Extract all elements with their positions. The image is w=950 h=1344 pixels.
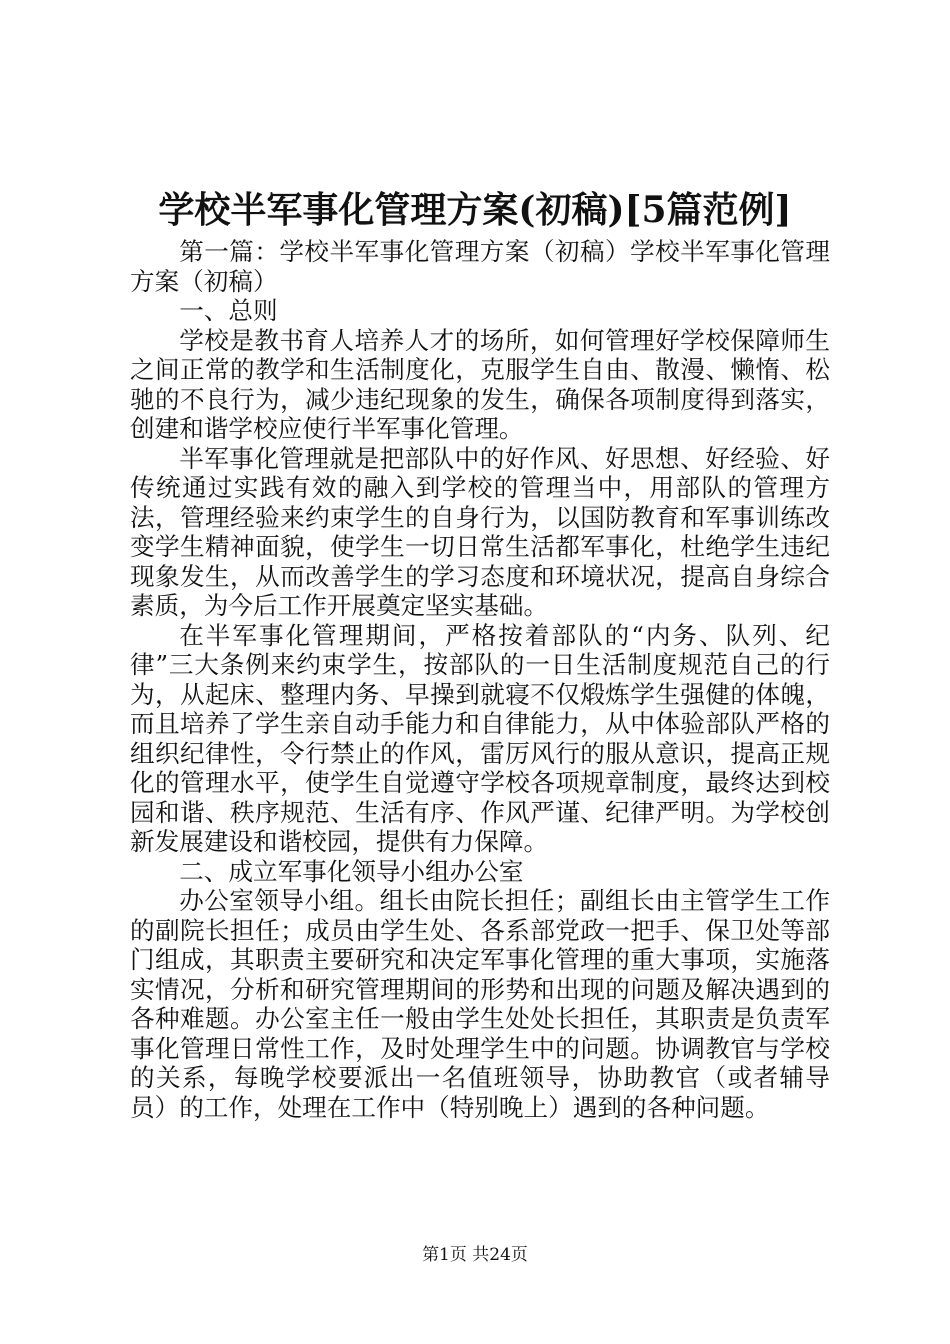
- paragraph: 半军事化管理就是把部队中的好作风、好思想、好经验、好传统通过实践有效的融入到学校的管理当中，用部队的管理方法，管理经验来约束学生的自身行为，以国防教育和军事训练改变学生精神面貌，使学生一切日常生活都军事化，杜绝学生违纪现象发生，从而改善学生的学习态度和环境状况，提高自身综合素质，为今后工作开展奠定坚实基础。: [130, 443, 830, 620]
- paragraph: 办公室领导小组。组长由院长担任；副组长由主管学生工作的副院长担任；成员由学生处、各系部党政一把手、保卫处等部门组成，其职责主要研究和决定军事化管理的重大事项，实施落实情况，分析和研究管理期间的形势和出现的问题及解决遇到的各种难题。办公室主任一般由学生处处长担任，其职责是负责军事化管理日常性工作，及时处理学生中的问题。协调教官与学校的关系，每晚学校要派出一名值班领导，协助教官（或者辅导员）的工作，处理在工作中（特别晚上）遇到的各种问题。: [130, 886, 830, 1122]
- document-body: [130, 237, 830, 1122]
- section-heading-office: 二、成立军事化领导小组办公室: [179, 856, 524, 886]
- section-heading-general: 一、总则: [179, 296, 278, 325]
- document-title: 学校半军事化管理方案(初稿)[5篇范例]: [158, 189, 792, 231]
- page-number-footer: 第1页 共24页: [422, 1245, 528, 1265]
- paragraph: 学校是教书育人培养人才的场所，如何管理好学校保障师生之间正常的教学和生活制度化，克服学生自由、散漫、懒惰、松驰的不良行为，减少违纪现象的发生，确保各项制度得到落实，创建和谐学校应使行半军事化管理。: [130, 325, 830, 443]
- paragraph-intro: 第一篇：学校半军事化管理方案（初稿）学校半军事化管理方案（初稿）: [130, 237, 830, 296]
- paragraph: 在半军事化管理期间，严格按着部队的“内务、队列、纪律”三大条例来约束学生，按部队的一日生活制度规范自己的行为，从起床、整理内务、早操到就寝不仅煅炼学生强健的体魄，而且培养了学生亲自动手能力和自律能力，从中体验部队严格的组织纪律性，令行禁止的作风，雷厉风行的服从意识，提高正规化的管理水平，使学生自觉遵守学校各项规章制度，最终达到校园和谐、秩序规范、生活有序、作风严谨、纪律严明。为学校创新发展建设和谐校园，提供有力保障。: [130, 620, 830, 856]
